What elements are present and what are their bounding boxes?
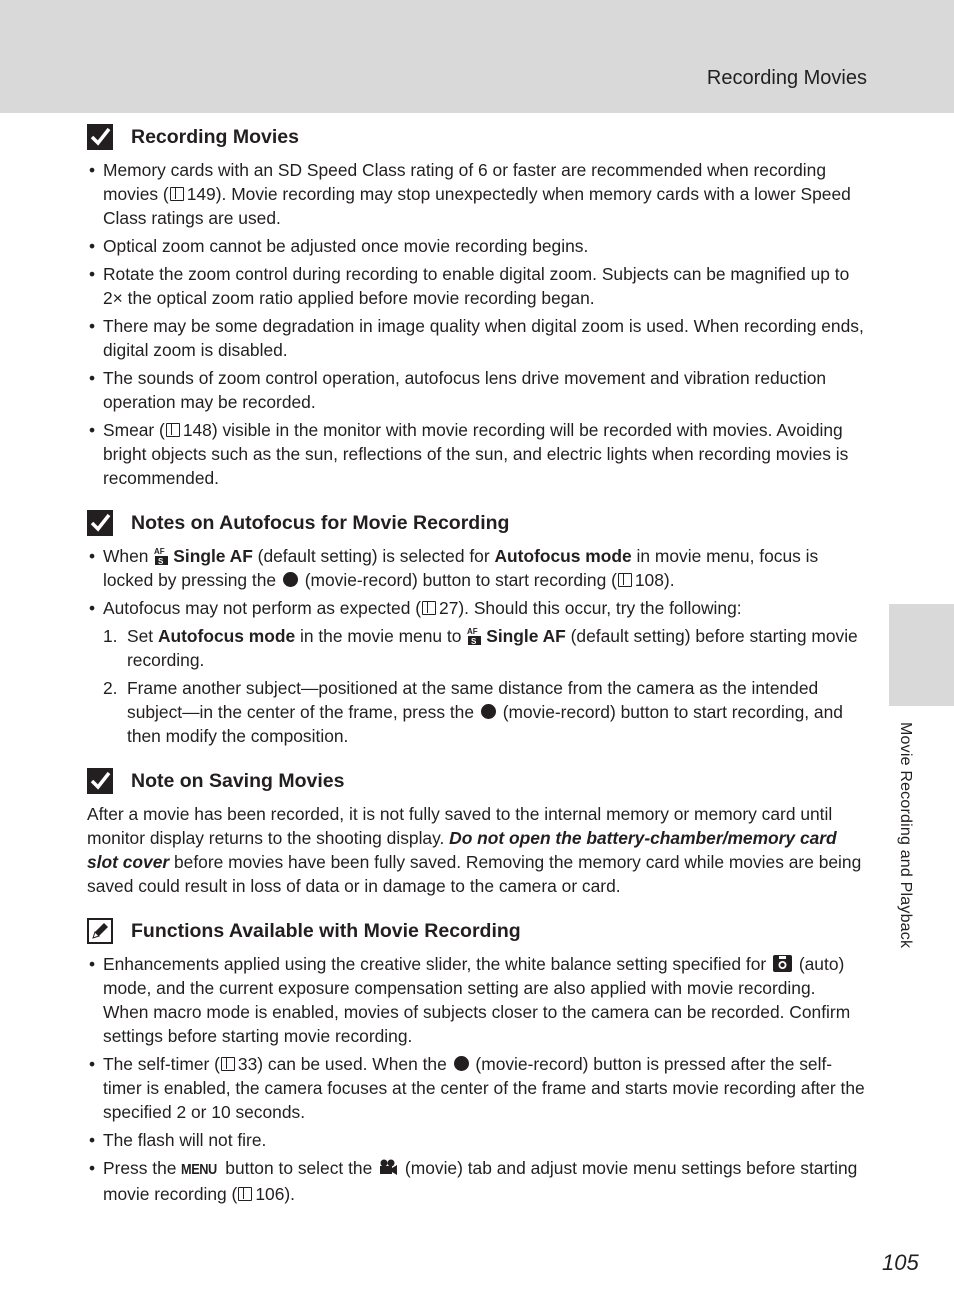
bullet-list (87, 544, 865, 748)
list-item: • Enhancements applied using the creative slider, the white balance setting specified for (auto) mode, and the current exposure compensation setting are also applied with movie recording. When macro mode is enabled, movies of subjects closer to the camera can be recorded. Confirm settings before starting movie recording. (87, 952, 865, 1048)
menu-button-label: MENU (181, 1161, 218, 1178)
section-title: Notes on Autofocus for Movie Recording (131, 512, 510, 534)
book-reference-icon (166, 423, 180, 437)
page-reference: 148 (182, 420, 212, 440)
bullet-list (87, 158, 865, 490)
list-item: • The self-timer ( 33) can be used. When the (movie-record) button is pressed after the self-timer is enabled, the camera focuses at the center of the frame and starts movie recording after the specified 2 or 10 seconds. (87, 1052, 865, 1124)
list-item: • The flash will not fire. (87, 1128, 865, 1152)
section-functions-available (87, 914, 865, 1206)
page-content (87, 120, 865, 1222)
list-item: • Rotate the zoom control during recording to enable digital zoom. Subjects can be magnified up to 2× the optical zoom ratio applied before movie recording began. (87, 262, 865, 310)
warning-emphasis: Do not open the battery-chamber/memory card slot cover (87, 828, 837, 872)
list-item: • There may be some degradation in image quality when digital zoom is used. When recording ends, digital zoom is disabled. (87, 314, 865, 362)
section-title: Functions Available with Movie Recording (131, 920, 521, 942)
svg-text:S: S (158, 557, 164, 565)
page-reference: 106 (255, 1184, 285, 1204)
movie-record-button-icon (454, 1056, 469, 1071)
checkmark-icon (87, 766, 117, 796)
section-recording-movies (87, 120, 865, 490)
book-reference-icon (238, 1187, 252, 1201)
list-item: • Press the MENU button to select the (movie) tab and adjust movie menu settings before starting movie recording ( 106). (87, 1156, 865, 1206)
checkmark-icon (87, 508, 117, 538)
step-item: 1. Set Autofocus mode in the movie menu to AF S Single AF (default setting) before starting movie recording. (103, 626, 858, 670)
step-item: 2. Frame another subject—positioned at the same distance from the camera as the intended subject—in the center of the frame, press the (movie-record) button to start recording, and then modify the composition. (103, 678, 843, 746)
bullet-list (87, 952, 865, 1206)
checkmark-icon (87, 122, 117, 152)
section-heading (87, 914, 865, 948)
book-reference-icon (221, 1057, 235, 1071)
page-reference: 27 (439, 598, 459, 618)
book-reference-icon (170, 187, 184, 201)
list-item: • Memory cards with an SD Speed Class rating of 6 or faster are recommended when recording movies ( 149). Movie recording may stop unexpectedly when memory cards with a lower Speed Class ratings are used. (87, 158, 865, 230)
list-item: • Optical zoom cannot be adjusted once movie recording begins. (87, 234, 865, 258)
movie-record-button-icon (481, 704, 496, 719)
chapter-tab (889, 604, 954, 706)
page-reference: 108 (634, 570, 664, 590)
section-title: Recording Movies (131, 126, 299, 148)
book-reference-icon (422, 601, 436, 615)
book-reference-icon (618, 573, 632, 587)
svg-text:AF: AF (154, 547, 165, 556)
section-heading (87, 764, 865, 798)
header-band (0, 0, 954, 113)
svg-text:S: S (471, 637, 477, 645)
section-title: Note on Saving Movies (131, 770, 345, 792)
section-heading (87, 506, 865, 540)
list-item: • The sounds of zoom control operation, autofocus lens drive movement and vibration reduction operation may be recorded. (87, 366, 865, 414)
page-reference: 149 (186, 184, 216, 204)
section-saving-movies (87, 764, 865, 898)
page-number: 105 (882, 1250, 919, 1275)
list-item: • Smear ( 148) visible in the monitor with movie recording will be recorded with movies. Avoiding bright objects such as the sun, reflections of the sun, and electric lights when recording movies is recommended. (87, 418, 865, 490)
numbered-steps (103, 624, 865, 748)
pencil-icon (87, 916, 117, 946)
single-af-icon (153, 546, 170, 565)
svg-text:AF: AF (467, 627, 478, 636)
list-item: • When AF S Single AF (default setting) is selected for Autofocus mode in movie menu, focus is locked by pressing the (movie-record) button to start recording ( 108). (87, 544, 865, 592)
page-reference: 33 (237, 1054, 258, 1074)
movie-camera-icon (379, 1159, 398, 1176)
list-item: • Autofocus may not perform as expected ( 27). Should this occur, try the following: 1. Set Autofocus mode in the movie menu to AF S Single AF (default setting) before starting movie recording. 2. Frame another subject—positioned at the same distance from the camera as the intended subject—in the center of the frame, press the (movie-record) button to start recording, and then modify the composition. (87, 596, 865, 748)
section-heading (87, 120, 865, 154)
camera-icon (773, 955, 792, 972)
chapter-tab-label: Movie Recording and Playback (897, 722, 914, 949)
section-autofocus-notes (87, 506, 865, 748)
movie-record-button-icon (283, 572, 298, 587)
running-header: Recording Movies (706, 67, 867, 89)
single-af-icon (466, 626, 483, 645)
paragraph: After a movie has been recorded, it is not fully saved to the internal memory or memory card until monitor display returns to the shooting display. Do not open the battery-chamber/memory card slot cover before movies have been fully saved. Removing the memory card while movies are being saved could result in loss of data or in damage to the camera or card. (87, 804, 862, 896)
